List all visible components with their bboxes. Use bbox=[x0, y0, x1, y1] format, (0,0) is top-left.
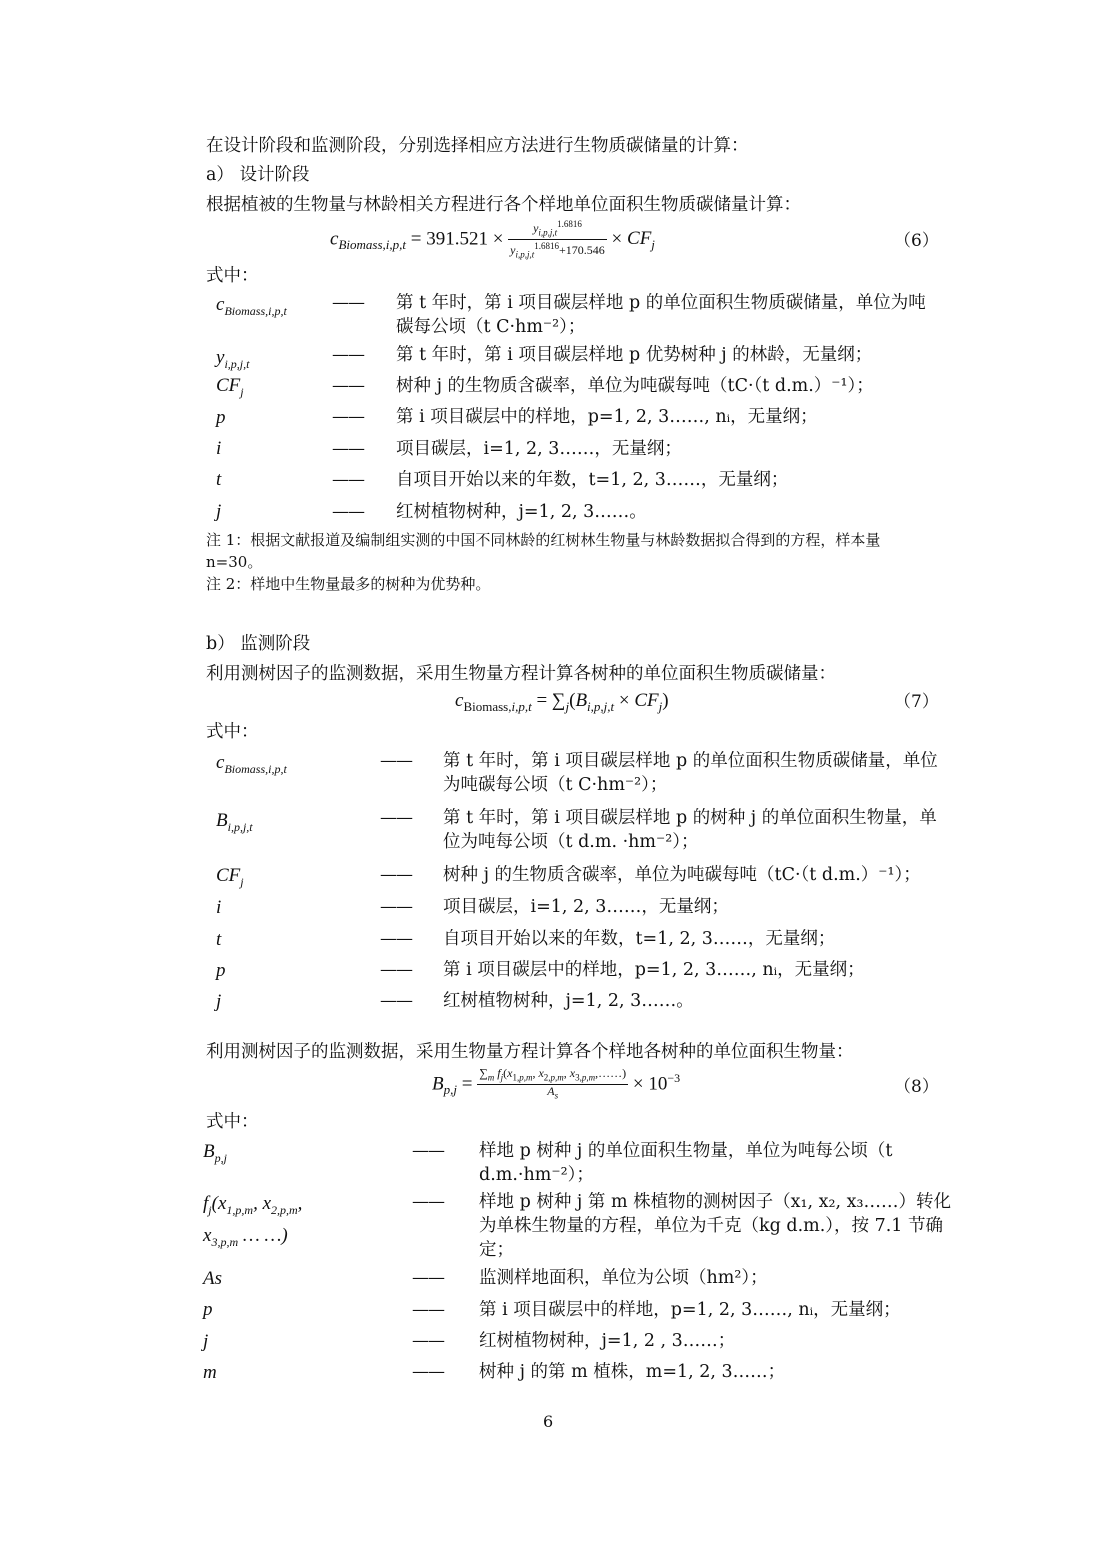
var-b-desc-5: 第 i 项目碳层中的样地，p=1, 2, 3……, nᵢ，无量纲； bbox=[443, 960, 865, 980]
dash: —— bbox=[380, 897, 412, 917]
page-number: 6 bbox=[543, 1412, 554, 1431]
var-b-desc-0: 第 t 年时，第 i 项目碳层样地 p 的单位面积生物质碳储量，单位为吨碳每公顷（t C·hm⁻²）； bbox=[443, 751, 938, 795]
dash: —— bbox=[380, 929, 412, 949]
dash: —— bbox=[332, 345, 364, 365]
var-c-desc-1: 样地 p 树种 j 第 m 株植物的测树因子（x₁, x₂, x₃……）转化为单株生物量的方程，单位为千克（kg d.m.），按 7.1 节确定； bbox=[479, 1192, 952, 1260]
var-b-desc-2: 树种 j 的生物质含碳率，单位为吨碳每吨（tC·（t d.m.）⁻¹）； bbox=[443, 865, 921, 885]
var-c-desc-4: 红树植物树种，j=1, 2 , 3……； bbox=[479, 1331, 736, 1351]
equation-8: $B_{p,j}$ = $\frac{\sum_m f_j(x_{1,p,m}, x_{2,p,m}, x_{3,p,m},\dots\dots)}{A_s}$ × $10^{-3}$ bbox=[432, 1066, 681, 1101]
section-a-where: 式中： bbox=[206, 266, 259, 286]
note-1: 注 1：根据文献报道及编制组实测的中国不同林龄的红树林生物量与林龄数据拟合得到的方程，样本量 n=30。 bbox=[206, 531, 881, 571]
dash: —— bbox=[380, 751, 412, 771]
symbol-p: p bbox=[203, 1299, 213, 1320]
var-b-desc-1: 第 t 年时，第 i 项目碳层样地 p 的树种 j 的单位面积生物量，单位为吨每公顷（t d.m. ·hm⁻²）； bbox=[443, 808, 937, 852]
var-b-desc-4: 自项目开始以来的年数，t=1, 2, 3……，无量纲； bbox=[443, 929, 836, 949]
var-a-desc-1: 第 t 年时，第 i 项目碳层样地 p 优势树种 j 的林龄，无量纲； bbox=[396, 345, 873, 365]
section-b-where: 式中： bbox=[206, 722, 259, 742]
var-a-desc-3: 第 i 项目碳层中的样地，p=1, 2, 3……, nᵢ，无量纲； bbox=[396, 407, 818, 427]
var-c-desc-5: 树种 j 的第 m 植株，m=1, 2, 3……； bbox=[479, 1362, 786, 1382]
section-c-where: 式中： bbox=[206, 1112, 259, 1132]
var-b-desc-6: 红树植物树种，j=1, 2, 3……。 bbox=[443, 991, 694, 1011]
dash: —— bbox=[380, 991, 412, 1011]
symbol-cf: $CF_j$ bbox=[216, 375, 244, 399]
section-b-lead: 利用测树因子的监测数据，采用生物量方程计算各树种的单位面积生物质碳储量： bbox=[206, 664, 836, 684]
symbol-y: $y_{i,p,j,t}$ bbox=[216, 347, 250, 371]
symbol-c-biomass: $c_{Biomass,i,p,t}$ bbox=[216, 752, 287, 776]
symbol-i: i bbox=[216, 897, 222, 918]
symbol-p: p bbox=[216, 960, 226, 981]
dash: —— bbox=[380, 960, 412, 980]
equation-6-number: （6） bbox=[894, 231, 939, 251]
section-a-lead: 根据植被的生物量与林龄相关方程进行各个样地单位面积生物质碳储量计算： bbox=[206, 195, 801, 215]
symbol-b: $B_{i,p,j,t}$ bbox=[216, 810, 253, 834]
symbol-cf: $CF_j$ bbox=[216, 865, 244, 889]
dash: —— bbox=[332, 407, 364, 427]
dash: —— bbox=[332, 470, 364, 490]
intro-text: 在设计阶段和监测阶段，分别选择相应方法进行生物质碳储量的计算： bbox=[206, 136, 749, 156]
dash: —— bbox=[412, 1268, 444, 1288]
dash: —— bbox=[412, 1300, 444, 1320]
var-a-desc-6: 红树植物树种，j=1, 2, 3……。 bbox=[396, 502, 647, 522]
var-c-desc-0: 样地 p 树种 j 的单位面积生物量，单位为吨每公顷（t d.m.·hm⁻²）； bbox=[479, 1141, 893, 1185]
dash: —— bbox=[332, 376, 364, 396]
dash: —— bbox=[412, 1141, 444, 1161]
symbol-fj: $f_j(x_{1,p,m}$, $x_{2,p,m}$, $x_{3,p,m}$ … …) bbox=[203, 1193, 303, 1249]
var-b-desc-3: 项目碳层，i=1, 2, 3……，无量纲； bbox=[443, 897, 729, 917]
var-c-desc-3: 第 i 项目碳层中的样地，p=1, 2, 3……, nᵢ，无量纲； bbox=[479, 1300, 901, 1320]
symbol-j: j bbox=[216, 501, 222, 522]
symbol-j: j bbox=[216, 991, 222, 1012]
dash: —— bbox=[412, 1192, 444, 1212]
symbol-j: j bbox=[203, 1331, 209, 1352]
equation-7: $c_{Biomass,i,p,t} = \sum_j(B_{i,p,j,t} \times CF_j)$ bbox=[455, 690, 669, 714]
dash: —— bbox=[380, 808, 412, 828]
dash: —— bbox=[332, 502, 364, 522]
section-b-heading: b） 监测阶段 bbox=[206, 634, 311, 654]
section-c-lead: 利用测树因子的监测数据，采用生物量方程计算各个样地各树种的单位面积生物量： bbox=[206, 1042, 854, 1062]
symbol-m: m bbox=[203, 1362, 217, 1383]
symbol-t: t bbox=[216, 469, 222, 490]
equation-7-number: （7） bbox=[894, 692, 939, 712]
symbol-c-biomass: $c_{Biomass,i,p,t}$ bbox=[216, 294, 287, 318]
symbol-p: p bbox=[216, 407, 226, 428]
symbol-i: i bbox=[216, 438, 222, 459]
dash: —— bbox=[412, 1331, 444, 1351]
equation-8-number: （8） bbox=[894, 1077, 939, 1097]
dash: —— bbox=[332, 439, 364, 459]
dash: —— bbox=[380, 865, 412, 885]
symbol-as: As bbox=[203, 1268, 222, 1289]
dash: —— bbox=[412, 1362, 444, 1382]
dash: —— bbox=[332, 293, 364, 313]
var-a-desc-4: 项目碳层，i=1, 2, 3……，无量纲； bbox=[396, 439, 682, 459]
var-a-desc-5: 自项目开始以来的年数，t=1, 2, 3……，无量纲； bbox=[396, 470, 789, 490]
equation-6: $c_{Biomass,i,p,t} = 391.521$ × $\frac{y_{i,p,j,t}^{1.6816}}{y_{i,p,j,t}^{1.6816}+170.546}$ × $CF_j$ bbox=[330, 219, 655, 260]
note-2: 注 2：样地中生物量最多的树种为优势种。 bbox=[206, 575, 491, 593]
section-a-heading: a） 设计阶段 bbox=[206, 165, 310, 185]
var-a-desc-2: 树种 j 的生物质含碳率，单位为吨碳每吨（tC·（t d.m.）⁻¹）； bbox=[396, 376, 874, 396]
var-c-desc-2: 监测样地面积，单位为公顷（hm²）； bbox=[479, 1268, 768, 1288]
symbol-b-pj: $B_{p,j}$ bbox=[203, 1141, 227, 1165]
symbol-t: t bbox=[216, 929, 222, 950]
var-a-desc-0: 第 t 年时，第 i 项目碳层样地 p 的单位面积生物质碳储量，单位为吨碳每公顷（t C·hm⁻²）； bbox=[396, 293, 926, 337]
